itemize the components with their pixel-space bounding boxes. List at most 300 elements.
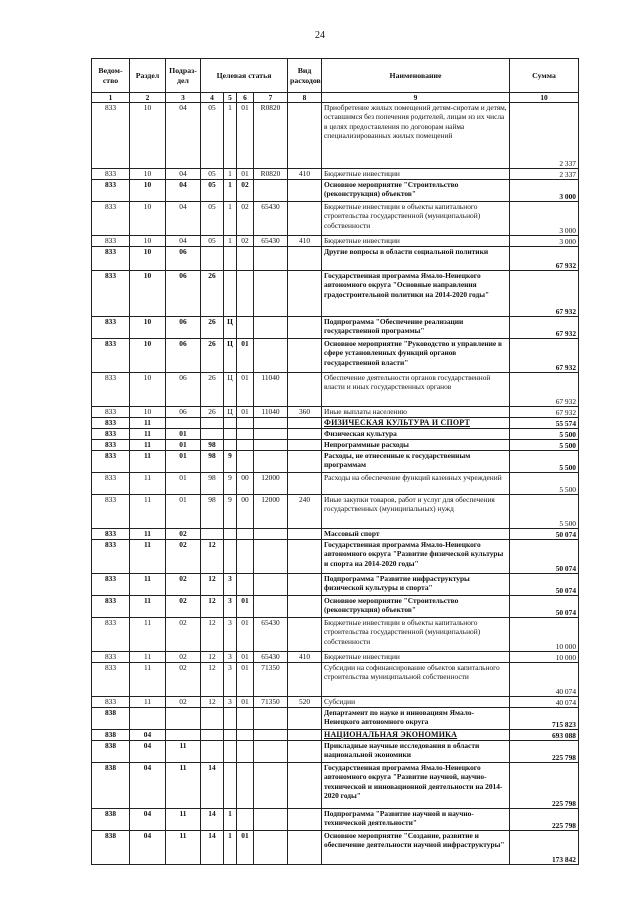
cell-tselevaya-3 xyxy=(237,317,254,339)
cell-vid-rashodov xyxy=(288,339,322,373)
cell-tselevaya-1: 12 xyxy=(201,652,224,663)
cell-tselevaya-4 xyxy=(254,529,288,540)
cell-vedomstvo: 833 xyxy=(92,618,130,652)
cell-razdel: 10 xyxy=(130,103,166,169)
cell-summa: 5 500 xyxy=(510,451,579,473)
cell-tselevaya-4 xyxy=(254,317,288,339)
cell-tselevaya-1: 98 xyxy=(201,440,224,451)
cell-razdel: 11 xyxy=(130,596,166,618)
cell-razdel: 11 xyxy=(130,429,166,440)
cell-naimenovanie: Департамент по науке и инновациям Ямало-Ненецкого автономного округа xyxy=(322,708,510,730)
cell-razdel: 11 xyxy=(130,418,166,429)
cell-naimenovanie: Бюджетные инвестиции xyxy=(322,169,510,180)
cell-vedomstvo: 833 xyxy=(92,495,130,529)
cell-naimenovanie: Бюджетные инвестиции xyxy=(322,236,510,247)
cell-podrazdel: 02 xyxy=(166,697,201,708)
cell-tselevaya-1: 14 xyxy=(201,763,224,809)
cell-razdel: 10 xyxy=(130,373,166,407)
cell-podrazdel: 11 xyxy=(166,763,201,809)
cell-vid-rashodov xyxy=(288,763,322,809)
cell-tselevaya-3: 01 xyxy=(237,407,254,418)
cell-vedomstvo: 833 xyxy=(92,574,130,596)
cell-summa: 67 932 xyxy=(510,247,579,271)
column-number: 5 xyxy=(224,93,237,103)
cell-vedomstvo: 833 xyxy=(92,663,130,697)
table-row xyxy=(92,169,579,180)
cell-summa: 10 000 xyxy=(510,652,579,663)
cell-summa: 67 932 xyxy=(510,373,579,407)
cell-summa: 50 074 xyxy=(510,596,579,618)
cell-tselevaya-3: 01 xyxy=(237,373,254,407)
cell-podrazdel: 11 xyxy=(166,809,201,831)
cell-vedomstvo: 833 xyxy=(92,317,130,339)
cell-tselevaya-3: 01 xyxy=(237,339,254,373)
cell-vedomstvo: 833 xyxy=(92,339,130,373)
cell-tselevaya-4: 65430 xyxy=(254,618,288,652)
cell-tselevaya-3 xyxy=(237,809,254,831)
cell-vid-rashodov xyxy=(288,741,322,763)
cell-summa: 5 500 xyxy=(510,440,579,451)
cell-summa: 67 932 xyxy=(510,339,579,373)
table-row xyxy=(92,418,579,429)
table-row xyxy=(92,809,579,831)
cell-vid-rashodov xyxy=(288,271,322,317)
cell-tselevaya-2 xyxy=(224,730,237,741)
cell-tselevaya-1: 05 xyxy=(201,180,224,202)
cell-summa: 5 500 xyxy=(510,495,579,529)
cell-tselevaya-2 xyxy=(224,708,237,730)
cell-naimenovanie: Основное мероприятие "Строительство (реконструкция) объектов" xyxy=(322,180,510,202)
table-row xyxy=(92,440,579,451)
cell-tselevaya-1: 26 xyxy=(201,407,224,418)
header-podrazdel: Подраз-дел xyxy=(166,59,201,93)
cell-vid-rashodov xyxy=(288,809,322,831)
cell-tselevaya-2 xyxy=(224,763,237,809)
cell-naimenovanie: Основное мероприятие "Создание, развитие и обеспечение деятельности научной инфраструктуры" xyxy=(322,831,510,865)
table-row xyxy=(92,247,579,271)
cell-vedomstvo: 833 xyxy=(92,596,130,618)
cell-tselevaya-3: 00 xyxy=(237,495,254,529)
table-row xyxy=(92,763,579,809)
cell-tselevaya-1: 05 xyxy=(201,103,224,169)
cell-tselevaya-1: 26 xyxy=(201,339,224,373)
cell-tselevaya-1 xyxy=(201,708,224,730)
cell-naimenovanie: Обеспечение деятельности органов государственной власти и иных государственных органов xyxy=(322,373,510,407)
cell-tselevaya-2 xyxy=(224,271,237,317)
cell-tselevaya-3: 02 xyxy=(237,236,254,247)
cell-summa: 40 074 xyxy=(510,697,579,708)
cell-tselevaya-2: 3 xyxy=(224,574,237,596)
cell-tselevaya-2: 1 xyxy=(224,169,237,180)
cell-naimenovanie: Расходы, не отнесенные к государственным программам xyxy=(322,451,510,473)
cell-tselevaya-1 xyxy=(201,529,224,540)
header-summa: Сумма xyxy=(510,59,579,93)
cell-razdel: 10 xyxy=(130,407,166,418)
cell-tselevaya-1: 12 xyxy=(201,618,224,652)
cell-naimenovanie: Иные закупки товаров, работ и услуг для обеспечения государственных (муниципальных) нужд xyxy=(322,495,510,529)
cell-razdel: 04 xyxy=(130,809,166,831)
cell-tselevaya-2 xyxy=(224,247,237,271)
cell-razdel: 10 xyxy=(130,339,166,373)
cell-summa: 55 574 xyxy=(510,418,579,429)
cell-podrazdel: 02 xyxy=(166,663,201,697)
cell-tselevaya-3: 02 xyxy=(237,202,254,236)
table-row xyxy=(92,451,579,473)
cell-vid-rashodov: 410 xyxy=(288,169,322,180)
cell-vid-rashodov xyxy=(288,831,322,865)
cell-tselevaya-4 xyxy=(254,429,288,440)
cell-podrazdel: 06 xyxy=(166,339,201,373)
cell-tselevaya-3: 01 xyxy=(237,831,254,865)
cell-podrazdel: 11 xyxy=(166,741,201,763)
cell-vedomstvo: 838 xyxy=(92,763,130,809)
cell-podrazdel: 01 xyxy=(166,440,201,451)
cell-podrazdel: 01 xyxy=(166,451,201,473)
cell-summa: 67 932 xyxy=(510,271,579,317)
cell-naimenovanie: Основное мероприятие "Строительство (реконструкция) объектов" xyxy=(322,596,510,618)
cell-tselevaya-3 xyxy=(237,540,254,574)
cell-vid-rashodov xyxy=(288,440,322,451)
cell-tselevaya-2: 1 xyxy=(224,103,237,169)
cell-podrazdel: 04 xyxy=(166,202,201,236)
cell-summa: 3 000 xyxy=(510,202,579,236)
table-row xyxy=(92,407,579,418)
header-row xyxy=(92,59,579,93)
cell-podrazdel: 02 xyxy=(166,540,201,574)
cell-vedomstvo: 838 xyxy=(92,730,130,741)
table-row xyxy=(92,339,579,373)
cell-tselevaya-3: 00 xyxy=(237,473,254,495)
cell-tselevaya-3: 01 xyxy=(237,169,254,180)
cell-naimenovanie: Подпрограмма "Обеспечение реализации государственной программы" xyxy=(322,317,510,339)
cell-tselevaya-3: 01 xyxy=(237,652,254,663)
cell-vid-rashodov xyxy=(288,202,322,236)
table-row xyxy=(92,495,579,529)
table-row xyxy=(92,271,579,317)
cell-vedomstvo: 838 xyxy=(92,809,130,831)
cell-naimenovanie: Субсидии xyxy=(322,697,510,708)
cell-podrazdel: 04 xyxy=(166,103,201,169)
cell-vid-rashodov xyxy=(288,180,322,202)
cell-naimenovanie: Расходы на обеспечение функций казенных учреждений xyxy=(322,473,510,495)
table-row xyxy=(92,831,579,865)
cell-naimenovanie: Непрограммные расходы xyxy=(322,440,510,451)
table-row xyxy=(92,540,579,574)
cell-tselevaya-3: 01 xyxy=(237,697,254,708)
cell-tselevaya-3 xyxy=(237,418,254,429)
cell-vid-rashodov xyxy=(288,418,322,429)
cell-podrazdel: 01 xyxy=(166,429,201,440)
cell-tselevaya-2: 1 xyxy=(224,809,237,831)
cell-tselevaya-3 xyxy=(237,708,254,730)
cell-tselevaya-4: R0820 xyxy=(254,103,288,169)
cell-vid-rashodov xyxy=(288,540,322,574)
cell-podrazdel: 06 xyxy=(166,373,201,407)
cell-tselevaya-1: 14 xyxy=(201,831,224,865)
cell-vid-rashodov xyxy=(288,373,322,407)
cell-naimenovanie: Государственная программа Ямало-Ненецкого автономного округа "Основные направления градостроительной политики на 2014-2020 годы" xyxy=(322,271,510,317)
cell-razdel: 11 xyxy=(130,495,166,529)
cell-tselevaya-4: 71350 xyxy=(254,663,288,697)
table-row xyxy=(92,652,579,663)
cell-summa: 3 000 xyxy=(510,180,579,202)
table-row xyxy=(92,741,579,763)
header-tselevaya-statya: Целевая статья xyxy=(201,59,288,93)
cell-summa: 50 074 xyxy=(510,574,579,596)
cell-vedomstvo: 838 xyxy=(92,831,130,865)
table-row xyxy=(92,103,579,169)
cell-razdel: 11 xyxy=(130,529,166,540)
cell-tselevaya-4: 11040 xyxy=(254,407,288,418)
cell-tselevaya-4: 65430 xyxy=(254,652,288,663)
cell-podrazdel: 06 xyxy=(166,247,201,271)
cell-naimenovanie: Массовый спорт xyxy=(322,529,510,540)
cell-summa: 5 500 xyxy=(510,429,579,440)
cell-tselevaya-4: 12000 xyxy=(254,473,288,495)
header-vedomstvo: Ведом-ство xyxy=(92,59,130,93)
cell-naimenovanie: Физическая культура xyxy=(322,429,510,440)
cell-tselevaya-1: 98 xyxy=(201,451,224,473)
cell-tselevaya-4 xyxy=(254,596,288,618)
cell-podrazdel: 11 xyxy=(166,831,201,865)
cell-vid-rashodov xyxy=(288,574,322,596)
cell-vedomstvo: 838 xyxy=(92,741,130,763)
cell-tselevaya-3 xyxy=(237,271,254,317)
cell-tselevaya-2: 3 xyxy=(224,697,237,708)
header-naimenovanie: Наименование xyxy=(322,59,510,93)
cell-summa: 693 088 xyxy=(510,730,579,741)
column-number: 4 xyxy=(201,93,224,103)
cell-podrazdel: 06 xyxy=(166,271,201,317)
table-row xyxy=(92,574,579,596)
cell-tselevaya-1: 98 xyxy=(201,473,224,495)
cell-summa: 225 798 xyxy=(510,763,579,809)
cell-tselevaya-4: R0820 xyxy=(254,169,288,180)
cell-vid-rashodov: 520 xyxy=(288,697,322,708)
cell-tselevaya-3 xyxy=(237,741,254,763)
cell-summa: 67 932 xyxy=(510,407,579,418)
cell-razdel: 11 xyxy=(130,473,166,495)
cell-vedomstvo: 833 xyxy=(92,407,130,418)
cell-razdel: 04 xyxy=(130,831,166,865)
column-number: 9 xyxy=(322,93,510,103)
cell-summa: 5 500 xyxy=(510,473,579,495)
cell-vid-rashodov xyxy=(288,103,322,169)
cell-vedomstvo: 833 xyxy=(92,247,130,271)
cell-vid-rashodov: 240 xyxy=(288,495,322,529)
cell-naimenovanie: Приобретение жилых помещений детям-сиротам и детям, оставшимся без попечения родителей, лицам из их числа в целях предоставления по договорам найма специализированных жилых помещений xyxy=(322,103,510,169)
table-row xyxy=(92,708,579,730)
cell-tselevaya-2: 3 xyxy=(224,618,237,652)
cell-tselevaya-4 xyxy=(254,180,288,202)
column-number: 8 xyxy=(288,93,322,103)
cell-razdel xyxy=(130,708,166,730)
cell-podrazdel: 02 xyxy=(166,529,201,540)
cell-tselevaya-1: 12 xyxy=(201,574,224,596)
cell-summa: 225 798 xyxy=(510,741,579,763)
cell-tselevaya-4 xyxy=(254,418,288,429)
cell-tselevaya-2: 9 xyxy=(224,451,237,473)
cell-tselevaya-4 xyxy=(254,730,288,741)
cell-vedomstvo: 833 xyxy=(92,697,130,708)
cell-razdel: 04 xyxy=(130,763,166,809)
cell-podrazdel: 01 xyxy=(166,473,201,495)
cell-summa: 2 337 xyxy=(510,103,579,169)
cell-podrazdel: 04 xyxy=(166,180,201,202)
cell-tselevaya-4 xyxy=(254,271,288,317)
cell-tselevaya-2 xyxy=(224,429,237,440)
cell-tselevaya-3 xyxy=(237,529,254,540)
cell-naimenovanie: ФИЗИЧЕСКАЯ КУЛЬТУРА И СПОРТ xyxy=(322,418,510,429)
cell-tselevaya-1: 05 xyxy=(201,169,224,180)
cell-vid-rashodov xyxy=(288,708,322,730)
cell-summa: 173 842 xyxy=(510,831,579,865)
cell-razdel: 10 xyxy=(130,271,166,317)
cell-vedomstvo: 833 xyxy=(92,473,130,495)
cell-vid-rashodov xyxy=(288,529,322,540)
cell-tselevaya-2: Ц xyxy=(224,373,237,407)
cell-podrazdel: 04 xyxy=(166,169,201,180)
cell-summa: 40 074 xyxy=(510,663,579,697)
cell-razdel: 11 xyxy=(130,652,166,663)
cell-summa: 67 932 xyxy=(510,317,579,339)
cell-summa: 225 798 xyxy=(510,809,579,831)
cell-tselevaya-2: Ц xyxy=(224,407,237,418)
cell-tselevaya-4 xyxy=(254,763,288,809)
cell-podrazdel xyxy=(166,708,201,730)
cell-tselevaya-2 xyxy=(224,418,237,429)
cell-tselevaya-1 xyxy=(201,741,224,763)
cell-tselevaya-1: 12 xyxy=(201,540,224,574)
cell-vid-rashodov xyxy=(288,317,322,339)
cell-tselevaya-2: 3 xyxy=(224,596,237,618)
column-number: 6 xyxy=(237,93,254,103)
cell-podrazdel: 01 xyxy=(166,495,201,529)
cell-tselevaya-2 xyxy=(224,540,237,574)
cell-vid-rashodov xyxy=(288,429,322,440)
cell-vedomstvo: 833 xyxy=(92,440,130,451)
cell-tselevaya-3 xyxy=(237,451,254,473)
cell-vid-rashodov xyxy=(288,618,322,652)
cell-tselevaya-4: 71350 xyxy=(254,697,288,708)
cell-tselevaya-2: Ц xyxy=(224,339,237,373)
column-number: 7 xyxy=(254,93,288,103)
cell-tselevaya-3 xyxy=(237,763,254,809)
cell-tselevaya-1: 12 xyxy=(201,596,224,618)
cell-summa: 715 823 xyxy=(510,708,579,730)
cell-razdel: 04 xyxy=(130,741,166,763)
cell-summa: 2 337 xyxy=(510,169,579,180)
cell-summa: 50 074 xyxy=(510,540,579,574)
cell-vedomstvo: 833 xyxy=(92,418,130,429)
table-row xyxy=(92,180,579,202)
cell-podrazdel: 02 xyxy=(166,618,201,652)
cell-vedomstvo: 833 xyxy=(92,451,130,473)
cell-vedomstvo: 833 xyxy=(92,271,130,317)
cell-naimenovanie: Бюджетные инвестиции в объекты капитального строительства государственной (муниципальной) собственности xyxy=(322,202,510,236)
cell-tselevaya-2: 3 xyxy=(224,663,237,697)
cell-vid-rashodov xyxy=(288,730,322,741)
cell-tselevaya-4: 12000 xyxy=(254,495,288,529)
cell-tselevaya-1: 14 xyxy=(201,809,224,831)
cell-naimenovanie: Подпрограмма "Развитие инфраструктуры физической культуры и спорта" xyxy=(322,574,510,596)
cell-tselevaya-2: 1 xyxy=(224,236,237,247)
table-row xyxy=(92,663,579,697)
cell-vid-rashodov: 410 xyxy=(288,236,322,247)
cell-tselevaya-4 xyxy=(254,574,288,596)
cell-vid-rashodov xyxy=(288,473,322,495)
cell-vedomstvo: 833 xyxy=(92,429,130,440)
table-row xyxy=(92,202,579,236)
cell-tselevaya-4 xyxy=(254,540,288,574)
cell-tselevaya-4: 11040 xyxy=(254,373,288,407)
cell-tselevaya-3: 01 xyxy=(237,103,254,169)
cell-tselevaya-1: 05 xyxy=(201,236,224,247)
cell-razdel: 11 xyxy=(130,440,166,451)
cell-naimenovanie: Государственная программа Ямало-Ненецкого автономного округа "Развитие научной, научно-технической и инновационной деятельности на 2014-2020 годы" xyxy=(322,763,510,809)
cell-summa: 50 074 xyxy=(510,529,579,540)
cell-vedomstvo: 833 xyxy=(92,180,130,202)
cell-razdel: 11 xyxy=(130,663,166,697)
cell-tselevaya-4 xyxy=(254,708,288,730)
cell-tselevaya-2: 3 xyxy=(224,652,237,663)
cell-naimenovanie: Государственная программа Ямало-Ненецкого автономного округа "Развитие физической культуры и спорта на 2014-2020 годы" xyxy=(322,540,510,574)
cell-tselevaya-3: 01 xyxy=(237,596,254,618)
table-row xyxy=(92,618,579,652)
cell-razdel: 10 xyxy=(130,169,166,180)
cell-tselevaya-3 xyxy=(237,247,254,271)
cell-vedomstvo: 833 xyxy=(92,529,130,540)
cell-naimenovanie: НАЦИОНАЛЬНАЯ ЭКОНОМИКА xyxy=(322,730,510,741)
cell-podrazdel: 06 xyxy=(166,317,201,339)
cell-tselevaya-4: 65430 xyxy=(254,202,288,236)
cell-vid-rashodov: 360 xyxy=(288,407,322,418)
cell-vedomstvo: 833 xyxy=(92,202,130,236)
cell-tselevaya-1: 98 xyxy=(201,495,224,529)
cell-naimenovanie: Другие вопросы в области социальной политики xyxy=(322,247,510,271)
cell-vedomstvo: 833 xyxy=(92,373,130,407)
cell-razdel: 10 xyxy=(130,247,166,271)
cell-tselevaya-4 xyxy=(254,339,288,373)
table-row xyxy=(92,473,579,495)
cell-tselevaya-1 xyxy=(201,247,224,271)
cell-naimenovanie: Бюджетные инвестиции в объекты капитального строительства государственной (муниципальной) собственности xyxy=(322,618,510,652)
cell-vedomstvo: 833 xyxy=(92,169,130,180)
cell-podrazdel xyxy=(166,730,201,741)
cell-tselevaya-2: 9 xyxy=(224,473,237,495)
cell-tselevaya-2: 1 xyxy=(224,831,237,865)
column-number: 10 xyxy=(510,93,579,103)
cell-vedomstvo: 833 xyxy=(92,103,130,169)
cell-tselevaya-4 xyxy=(254,247,288,271)
cell-naimenovanie: Субсидии на софинансирование объектов капитального строительства муниципальной собственности xyxy=(322,663,510,697)
cell-razdel: 11 xyxy=(130,540,166,574)
cell-tselevaya-3: 01 xyxy=(237,663,254,697)
table-row xyxy=(92,373,579,407)
column-number-row xyxy=(92,93,579,103)
cell-razdel: 11 xyxy=(130,697,166,708)
cell-naimenovanie: Прикладные научные исследования в области национальной экономики xyxy=(322,741,510,763)
cell-vedomstvo: 833 xyxy=(92,652,130,663)
cell-vid-rashodov xyxy=(288,663,322,697)
cell-tselevaya-3 xyxy=(237,440,254,451)
cell-razdel: 11 xyxy=(130,451,166,473)
cell-tselevaya-1 xyxy=(201,429,224,440)
page-number: 24 xyxy=(315,30,325,41)
budget-table xyxy=(91,58,579,865)
table-row xyxy=(92,317,579,339)
cell-tselevaya-4 xyxy=(254,440,288,451)
